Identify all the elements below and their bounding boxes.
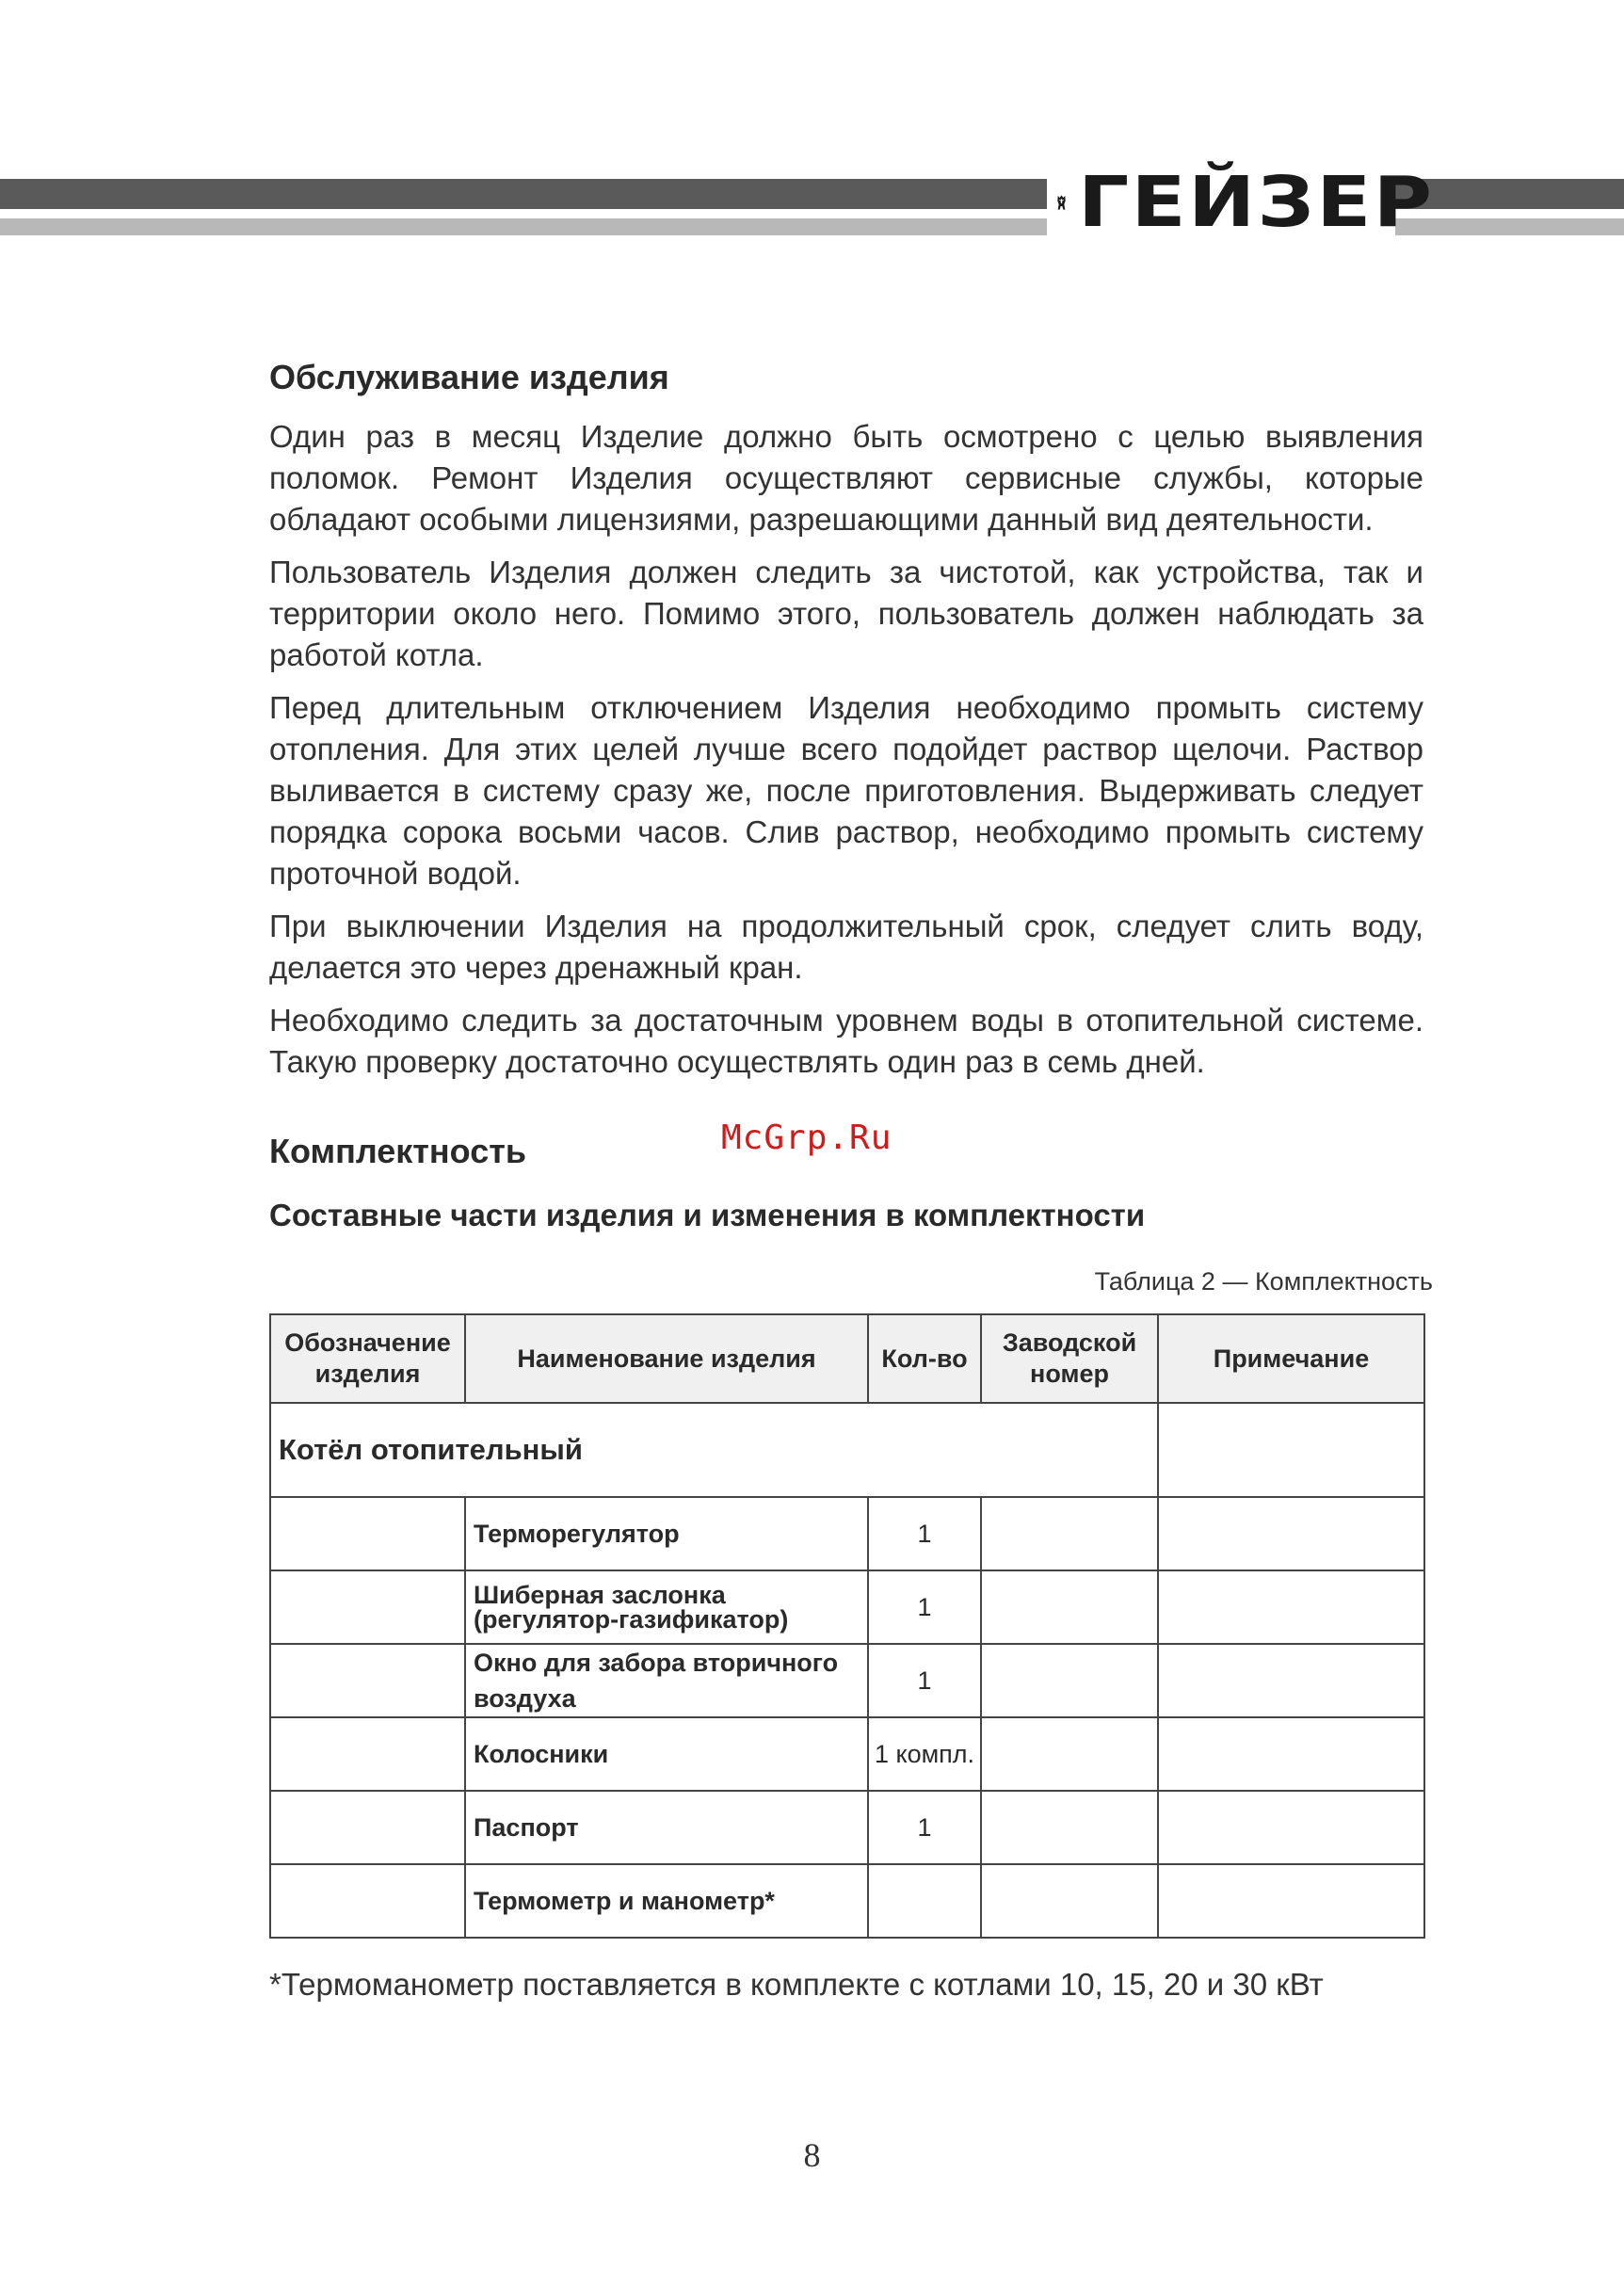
table-cell xyxy=(270,1791,465,1864)
table-cell xyxy=(1158,1497,1424,1570)
table-row xyxy=(270,1570,1424,1644)
header-bar-light-left xyxy=(0,218,1047,235)
item-name: Колосники xyxy=(465,1717,868,1791)
item-name: Паспорт xyxy=(465,1791,868,1864)
paragraph: Один раз в месяц Изделие должно быть осмотрено с целью выявления поломок. Ремонт Изделия осуществляют сервисные службы, которые обладают особыми лицензиями, разрешающими данный вид деятельности. xyxy=(269,419,1423,537)
watermark: McGrp.Ru xyxy=(721,1119,892,1157)
table-cell xyxy=(1158,1864,1424,1938)
item-qty: 1 xyxy=(868,1497,981,1570)
section-subtitle: Составные части изделия и изменения в комплектности xyxy=(269,1198,1146,1232)
paragraph: При выключении Изделия на продолжительный срок, следует слить воду, делается это через дренажный кран. xyxy=(269,909,1423,985)
item-name: Термометр и манометр* xyxy=(465,1864,868,1938)
page-content xyxy=(269,358,1433,2003)
item-name: Окно для забора вторичного воздуха xyxy=(465,1644,868,1717)
table-cell xyxy=(1158,1403,1424,1497)
section-title-completeness: Комплектность xyxy=(269,1132,526,1170)
completeness-table xyxy=(269,1313,1425,1939)
col-header-name: Наименование изделия xyxy=(465,1314,868,1403)
col-header-qty: Кол-во xyxy=(868,1314,981,1403)
item-name: Терморегулятор xyxy=(465,1497,868,1570)
item-qty: 1 xyxy=(868,1791,981,1864)
table-cell xyxy=(981,1497,1158,1570)
col-header-note: Примечание xyxy=(1158,1314,1424,1403)
footnote: *Термоманометр поставляется в комплекте с котлами 10, 15, 20 и 30 кВт xyxy=(269,1967,1324,2002)
page-number: 8 xyxy=(803,2136,821,2174)
table-row xyxy=(270,1791,1424,1864)
table-row xyxy=(270,1717,1424,1791)
paragraph: Необходимо следить за достаточным уровнем воды в отопительной системе. Такую проверку достаточно осуществлять один раз в семь дней. xyxy=(269,1003,1423,1079)
table-row xyxy=(270,1497,1424,1570)
table-cell xyxy=(1158,1644,1424,1717)
group-label: Котёл отопительный xyxy=(270,1403,1158,1497)
table-cell xyxy=(270,1717,465,1791)
item-qty: 1 xyxy=(868,1644,981,1717)
paragraph: Перед длительным отключением Изделия необходимо промыть систему отопления. Для этих целей лучше всего подойдет раствор щелочи. Раствор выливается в систему сразу же, после приготовления. Выдерживать следует порядка сорока восьми часов. Слив раствор, необходимо промыть систему проточной водой. xyxy=(269,690,1423,891)
table-cell xyxy=(1158,1717,1424,1791)
item-qty xyxy=(868,1864,981,1938)
table-cell xyxy=(981,1644,1158,1717)
header-bar-dark-left xyxy=(0,179,1047,209)
table-cell xyxy=(1158,1791,1424,1864)
table-cell xyxy=(981,1791,1158,1864)
item-name: Шиберная заслонка (регулятор-газификатор) xyxy=(465,1570,868,1644)
table-group-row xyxy=(270,1403,1424,1497)
brand-logo xyxy=(1056,153,1435,252)
table-caption: Таблица 2 — Комплектность xyxy=(1094,1267,1433,1296)
table-row xyxy=(270,1644,1424,1717)
table-cell xyxy=(270,1570,465,1644)
brand-name: ГЕЙЗЕР xyxy=(1078,162,1435,243)
table-cell xyxy=(270,1644,465,1717)
item-qty: 1 компл. xyxy=(868,1717,981,1791)
item-qty: 1 xyxy=(868,1570,981,1644)
table-cell xyxy=(270,1497,465,1570)
col-header-serial: Заводской номер xyxy=(981,1314,1158,1403)
paragraph: Пользователь Изделия должен следить за чистотой, как устройства, так и территории около него. Помимо этого, пользователь должен наблюдать за работой котла. xyxy=(269,555,1423,672)
table-cell xyxy=(270,1864,465,1938)
table-header-row xyxy=(270,1314,1424,1403)
table-cell xyxy=(981,1717,1158,1791)
section-title-maintenance: Обслуживание изделия xyxy=(269,358,669,396)
table-cell xyxy=(981,1570,1158,1644)
table-cell xyxy=(981,1864,1158,1938)
table-row xyxy=(270,1864,1424,1938)
col-header-designation: Обозначение изделия xyxy=(270,1314,465,1403)
table-cell xyxy=(1158,1570,1424,1644)
rhino-icon xyxy=(1056,155,1067,250)
